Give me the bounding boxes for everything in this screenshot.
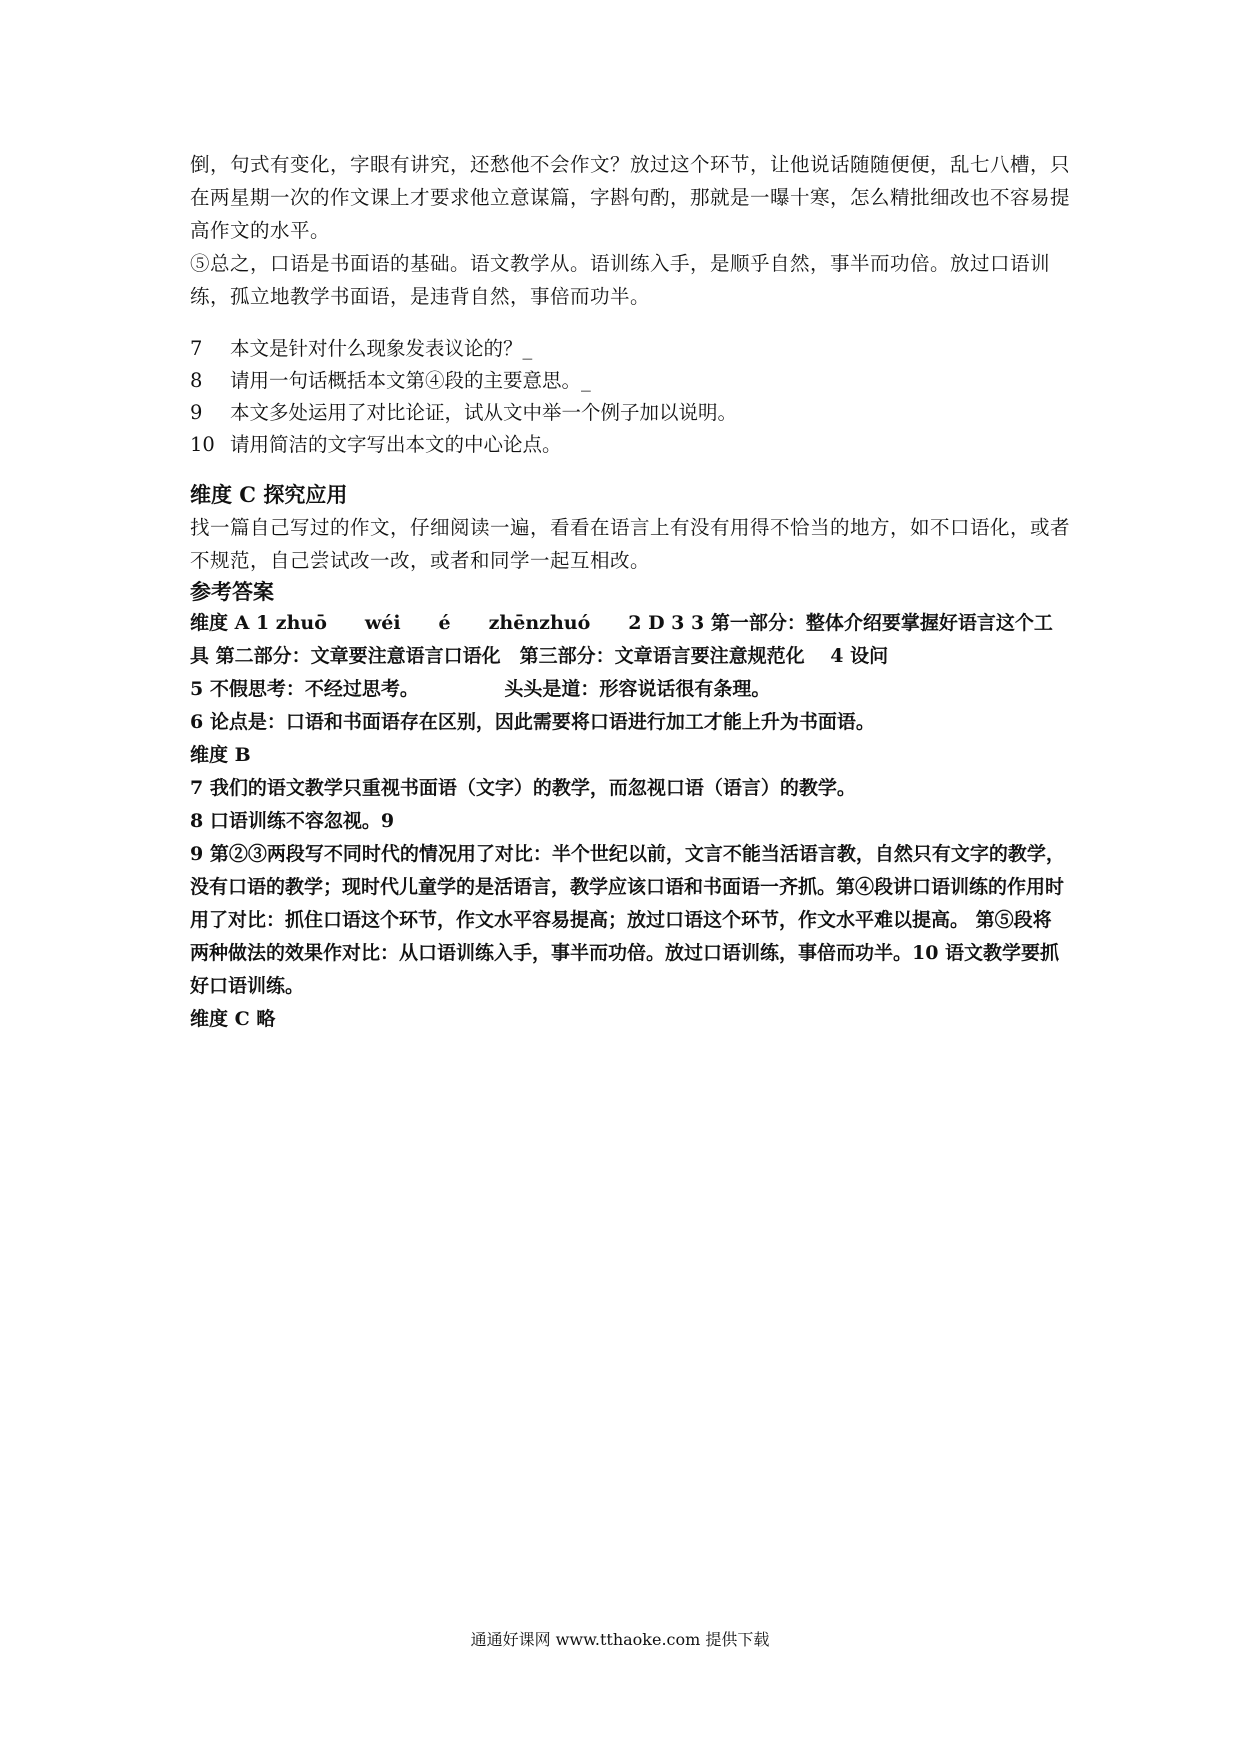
passage-paragraph-4-end: 倒，句式有变化，字眼有讲究，还愁他不会作文？放过这个环节，让他说话随随便便，乱七八槽，只在两星期一次的作文课上才要求他立意谋篇，字斟句酌，那就是一曝十寒，怎么精批细改也不容易提高作文的水平。 [190, 153, 1071, 242]
passage-paragraph-5: ⑤总之，口语是书面语的基础。语文教学从。语训练入手，是顺乎自然，事半而功倍。放过口语训练，孤立地教学书面语，是违背自然，事倍而功半。 [190, 252, 1051, 308]
footer-credit: 通通好课网 www.tthaoke.com 提供下载 [470, 1630, 770, 1649]
answer-a-line: 维度 A 1 zhuō wéi é zhēnzhuó 2 D 3 3 第一部分：整体介绍要掌握好语言这个工具 第二部分：文章要注意语言口语化 第三部分：文章语言要注意规范化 4 设问 [190, 612, 1053, 667]
answer-7: 7 我们的语文教学只重视书面语（文字）的教学，而忽视口语（语言）的教学。 [190, 777, 856, 799]
question-9: 9 本文多处运用了对比论证，试从文中举一个例子加以说明。 [190, 401, 738, 424]
question-10: 10 请用简洁的文字写出本文的中心论点。 [190, 433, 562, 456]
answer-8: 8 口语训练不容忽视。9 [190, 810, 395, 832]
answer-9-10: 9 第②③两段写不同时代的情况用了对比：半个世纪以前，文言不能当活语言教，自然只有文字的教学，没有口语的教学；现时代儿童学的是活语言，教学应该口语和书面语一齐抓。第④段讲口语训练的作用时用了对比：抓住口语这个环节，作文水平容易提高；放过口语这个环节，作文水平难以提高。 第⑤段将两种做法的效果作对比：从口语训练入手，事半而功倍。放过口语训练，事倍而功半。10 语文教学要抓好口语训练。 [190, 843, 1065, 997]
answers-title: 参考答案 [190, 579, 274, 604]
answer-6: 6 论点是：口语和书面语存在区别，因此需要将口语进行加工才能上升为书面语。 [190, 711, 875, 733]
document-page [190, 148, 1070, 1036]
answer-5: 5 不假思考：不经过思考。 头头是道：形容说话很有条理。 [190, 678, 771, 700]
section-c-text: 找一篇自己写过的作文，仔细阅读一遍，看看在语言上有没有用得不恰当的地方，如不口语化，或者不规范，自己尝试改一改，或者和同学一起互相改。 [190, 516, 1071, 572]
answer-b-title: 维度 B [190, 744, 251, 766]
answer-c: 维度 C 略 [190, 1008, 276, 1030]
section-c-title: 维度 C 探究应用 [190, 482, 348, 507]
question-7: 7 本文是针对什么现象发表议论的？_ [190, 337, 533, 360]
question-8: 8 请用一句话概括本文第④段的主要意思。_ [190, 369, 591, 392]
